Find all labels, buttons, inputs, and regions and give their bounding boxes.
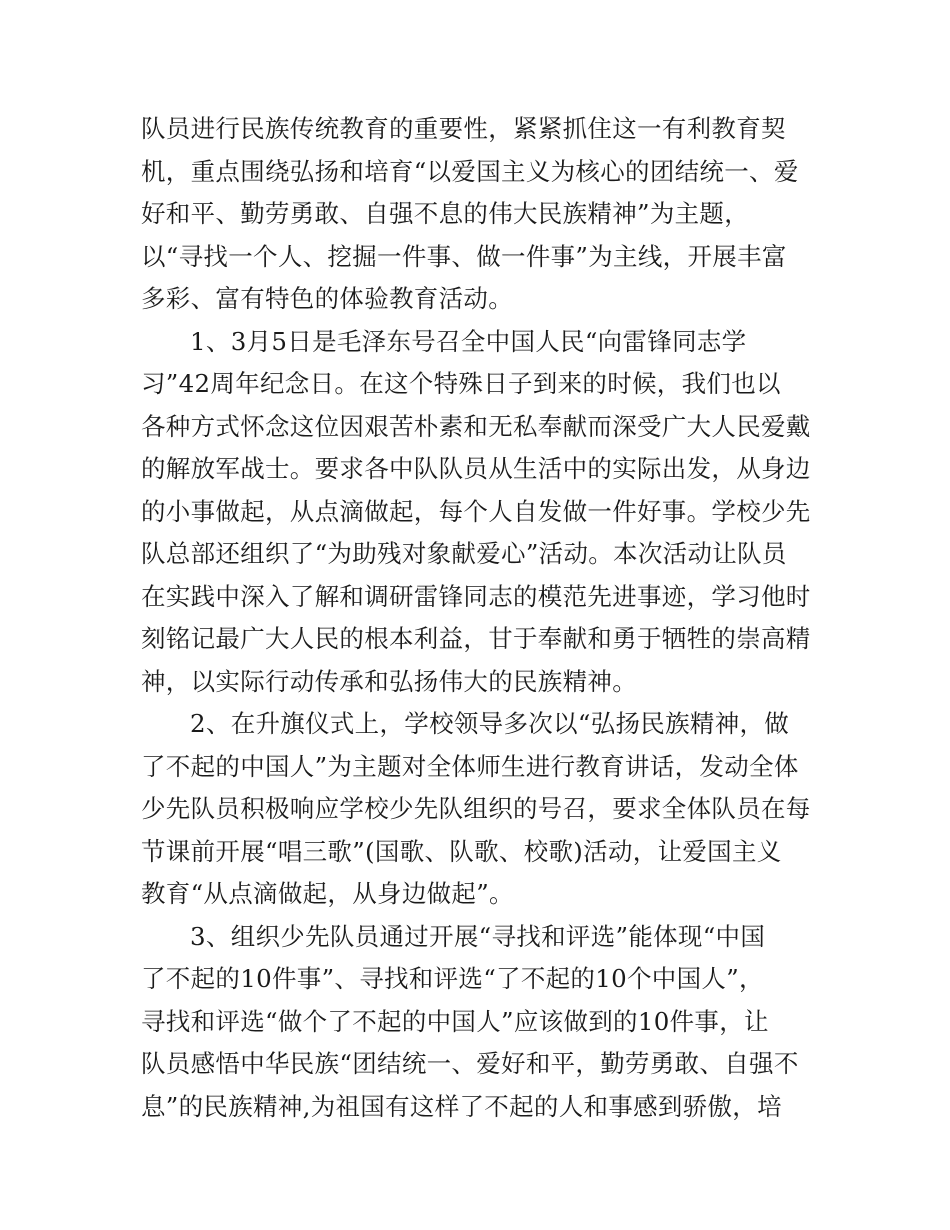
text-line: 机，重点围绕弘扬和培育“以爱国主义为核心的团结统一、爱 bbox=[141, 156, 799, 186]
text-line: 以“寻找一个人、挖掘一件事、做一件事”为主线，开展丰富 bbox=[141, 241, 787, 271]
text-line: 队总部还组织了“为助残对象献爱心”活动。本次活动让队员 bbox=[141, 539, 787, 568]
paragraph-first-line: 3、组织少先队员通过开展“寻找和评选”能体现“中国 bbox=[190, 921, 766, 951]
text-line: 节课前开展“唱三歌”(国歌、队歌、校歌)活动，让爱国主义 bbox=[141, 836, 782, 866]
text-line: 教育“从点滴做起，从身边做起”。 bbox=[141, 879, 514, 908]
text-line: 多彩、富有特色的体验教育活动。 bbox=[141, 284, 513, 313]
text-line: 少先队员积极响应学校少先队组织的号召，要求全体队员在每 bbox=[141, 794, 811, 823]
text-line: 习”42周年纪念日。在这个特殊日子到来的时候，我们也以 bbox=[141, 369, 781, 398]
paragraph-first-line: 2、在升旗仪式上，学校领导多次以“弘扬民族精神，做 bbox=[190, 709, 790, 738]
text-line: 队员感悟中华民族“团结统一、爱好和平，勤劳勇敢、自强不 bbox=[141, 1049, 799, 1078]
text-line: 了不起的10件事”、寻找和评选“了不起的10个中国人”， bbox=[141, 964, 764, 993]
text-line: 寻找和评选“做个了不起的中国人”应该做到的10件事，让 bbox=[141, 1006, 769, 1036]
text-line: 刻铭记最广大人民的根本利益，甘于奉献和勇于牺牲的崇高精 bbox=[141, 624, 811, 653]
text-line: 神，以实际行动传承和弘扬伟大的民族精神。 bbox=[141, 666, 637, 696]
text-line: 了不起的中国人”为主题对全体师生进行教育讲话，发动全体 bbox=[141, 751, 799, 781]
text-line: 息”的民族精神,为祖国有这样了不起的人和事感到骄傲，培 bbox=[141, 1091, 782, 1121]
body-text bbox=[141, 108, 831, 1128]
text-line: 各种方式怀念这位因艰苦朴素和无私奉献而深受广大人民爱戴 bbox=[141, 411, 811, 441]
text-line: 的解放军战士。要求各中队队员从生活中的实际出发，从身边 bbox=[141, 454, 811, 483]
paragraph-first-line: 1、3月5日是毛泽东号召全中国人民“向雷锋同志学 bbox=[190, 326, 747, 356]
text-line: 在实践中深入了解和调研雷锋同志的模范先进事迹，学习他时 bbox=[141, 581, 811, 611]
text-line: 好和平、勤劳勇敢、自强不息的伟大民族精神”为主题， bbox=[141, 199, 750, 228]
text-line: 的小事做起，从点滴做起，每个人自发做一件好事。学校少先 bbox=[141, 496, 811, 526]
text-line: 队员进行民族传统教育的重要性，紧紧抓住这一有利教育契 bbox=[141, 114, 786, 143]
